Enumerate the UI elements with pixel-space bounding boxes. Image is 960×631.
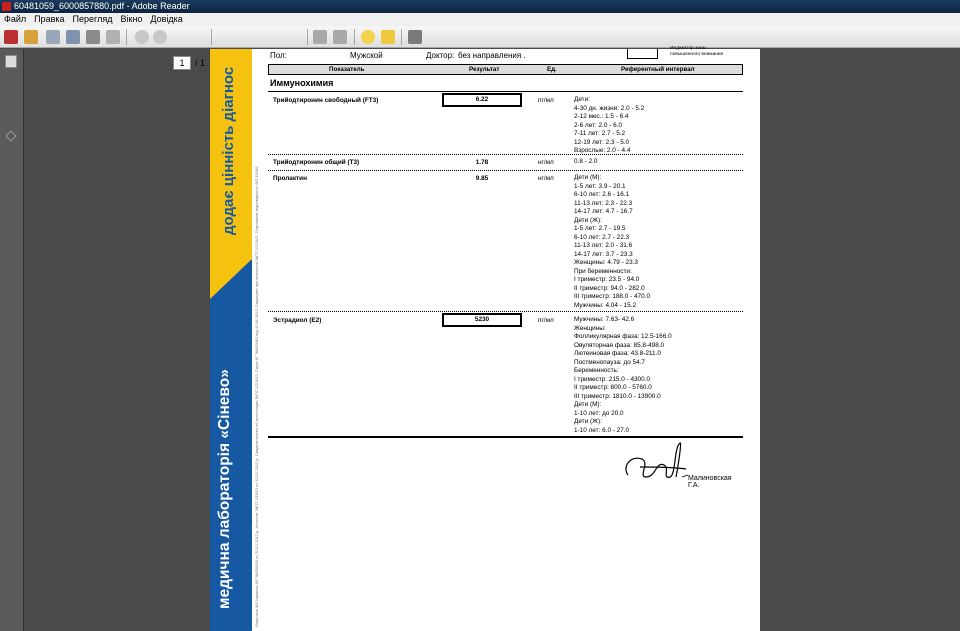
test-name: Трийодтиронин свободный (FT3)	[273, 97, 379, 104]
lab-banner	[210, 49, 252, 631]
test-result: 1.78	[475, 159, 489, 166]
page-total: / 1	[195, 58, 206, 68]
header-name: Показатель	[329, 66, 365, 73]
test-unit: нг/мл	[538, 175, 554, 182]
email-icon[interactable]	[106, 30, 120, 44]
window-titlebar	[0, 0, 960, 13]
test-reference: Мужчины: 7.63- 42.6 Женщины: Фолликулярная фаза: 12.5-166.0 Овуляторная фаза: 85.8-498.0 Лютеиновая фаза: 43.8-211.0 Постменопауза: до 54.7 Беременность: I триместр: 215.0 - 4300.0 II триместр: 800.0 - 5760.0 III триместр: 1810.0 - 13900.0 Дети (М): 1-10 лет: до 20.0 Дети (Ж): 1-10 лет: 6.0 - 27.0	[574, 316, 672, 434]
adobe-reader-icon	[2, 2, 11, 11]
print-icon[interactable]	[86, 30, 100, 44]
test-result: 9.85	[475, 175, 489, 182]
fit-page-icon[interactable]	[313, 30, 327, 44]
menu-edit[interactable]: Правка	[34, 14, 65, 24]
window-title: 60481059_6000857880.pdf - Adobe Reader	[14, 1, 190, 11]
create-pdf-icon[interactable]	[4, 30, 18, 44]
pdf-page	[210, 46, 760, 631]
test-reference: Дети: 4-30 дн. жизни: 2.0 - 5.2 2-12 мес.: 1.5 - 6.4 2-6 лет: 2.0 - 6.0 7-11 лет: 2.7 - 5.2 12-19 лет: 2.3 - 5.0 Взрослые: 2.0 - 4.4	[574, 96, 645, 154]
test-result-flagged: 5230	[442, 313, 522, 327]
sign-icon[interactable]	[381, 30, 395, 44]
indicator-note: Индикатор зоны повышенного внимания	[670, 46, 724, 57]
document-background	[760, 49, 960, 631]
test-unit: пг/мл	[538, 317, 554, 324]
row-divider	[268, 311, 743, 312]
test-name: Эстрадиол (E2)	[273, 317, 322, 324]
fit-width-icon[interactable]	[333, 30, 347, 44]
doctor-value: без направления .	[458, 51, 526, 60]
menu-help[interactable]: Довідка	[150, 14, 183, 24]
prev-page-icon[interactable]	[135, 30, 149, 44]
sex-label: Пол:	[270, 51, 287, 60]
signatory-name: Малиновская Г.А.	[688, 475, 732, 489]
section-title: Иммунохимия	[270, 78, 334, 88]
menu-view[interactable]: Перегляд	[72, 14, 113, 24]
doctor-label: Доктор:	[426, 51, 455, 60]
attachment-icon[interactable]	[5, 130, 16, 141]
test-unit: нг/мл	[538, 159, 554, 166]
indicator-box	[627, 49, 658, 59]
header-reference: Референтный интервал	[621, 66, 695, 73]
section-divider	[268, 91, 743, 92]
header-unit: Ед.	[547, 66, 557, 73]
menu-window[interactable]: Вікно	[120, 14, 143, 24]
row-divider	[268, 170, 743, 171]
test-name: Пролактин	[273, 175, 307, 182]
test-reference: 0.8 - 2.0	[574, 158, 598, 165]
test-result-flagged: 6.22	[442, 93, 522, 107]
pages-icon[interactable]	[5, 55, 17, 68]
page-number-input[interactable]: 1	[173, 56, 191, 70]
comment-icon[interactable]	[361, 30, 375, 44]
sex-value: Мужской	[350, 51, 383, 60]
row-divider	[268, 154, 743, 155]
edit-icon[interactable]	[46, 30, 60, 44]
lab-slogan-text: додає цінність діагнос	[220, 66, 237, 235]
expand-icon[interactable]	[408, 30, 422, 44]
header-result: Результат	[469, 66, 500, 73]
save-icon[interactable]	[66, 30, 80, 44]
report-content	[268, 46, 744, 631]
next-page-icon[interactable]	[153, 30, 167, 44]
test-name: Трийодтиронин общий (T3)	[273, 159, 360, 166]
lab-name-text: медична лабораторія «Сінево»	[216, 369, 233, 609]
fine-print-text: Лицензия МЗ Украины АЕ №459090 от 20.12.2012 р. Аттестат №ПТ-133/12 от 10.12.2012 р. Свидетельство об аттестации №ПТ-1213/12. Серія АГ №603081 від 11.09.2013. Свідоцтво про внесення №ПТ-1213/12. Сертифікат відповідності ISO 15189	[254, 166, 259, 627]
menu-bar	[0, 13, 960, 26]
table-header	[268, 64, 743, 75]
navigation-pane	[0, 49, 24, 631]
open-icon[interactable]	[24, 30, 38, 44]
menu-file[interactable]: Файл	[4, 14, 27, 24]
test-reference: Дети (М): 1-5 лет: 3.9 - 20.1 6-10 лет: 2.6 - 16.1 11-13 лет: 2.3 - 22.3 14-17 лет: 4.7 - 16.7 Дети (Ж): 1-5 лет: 2.7 - 19.5 6-10 лет: 2.7 - 22.3 11-13 лет: 2.0 - 31.6 14-17 лет: 3.7 - 23.3 Женщины: 4.79 - 23.3 При беременности: I триместр: 23.5 - 94.0 II триместр: 94.0 - 282.0 III триместр: 188.0 - 470.0 Мужчины: 4.04 - 15.2	[574, 174, 650, 309]
test-unit: пг/мл	[538, 97, 554, 104]
